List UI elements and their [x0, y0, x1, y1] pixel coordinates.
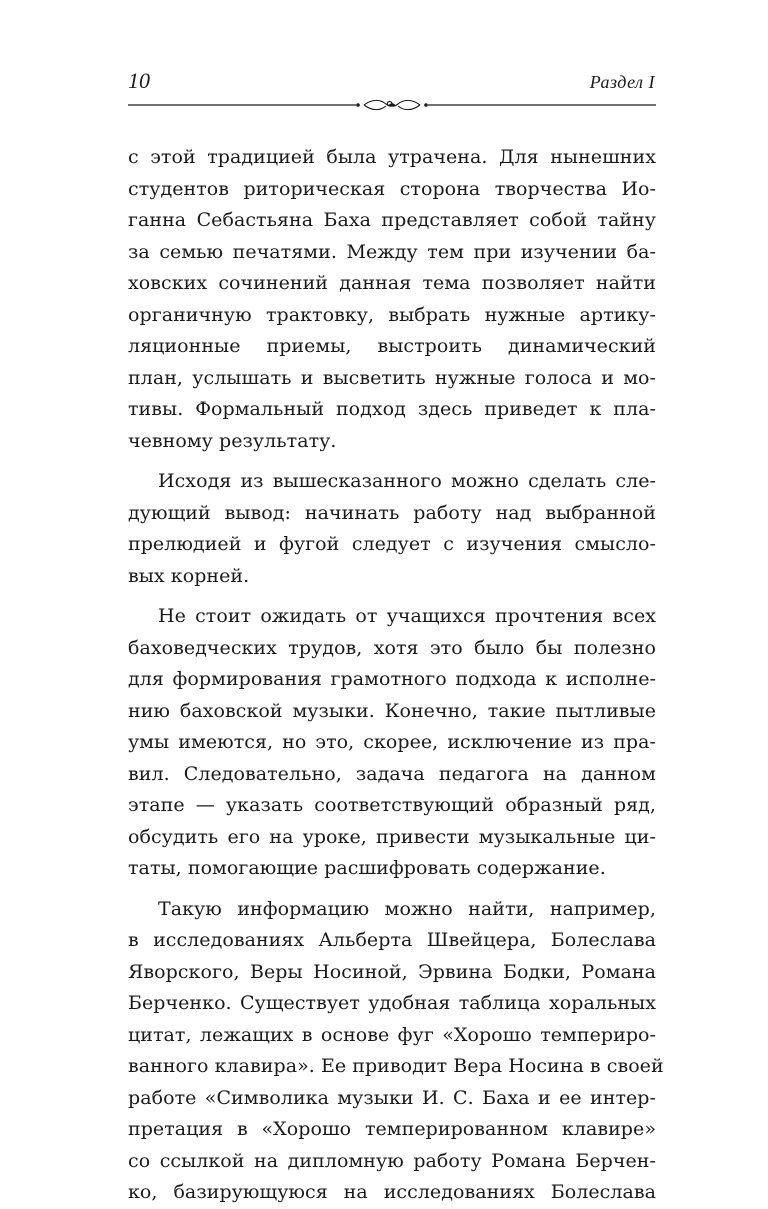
paragraph [128, 142, 656, 457]
text-line: этапе — указать соответствующий образный ряд, [128, 794, 656, 816]
text-line: Яворского, Веры Носиной, Эрвина Бодки, Романа [128, 960, 656, 983]
text-line: за семью печатями. Между тем при изучении ба- [128, 240, 656, 263]
running-head: Раздел I [589, 72, 655, 92]
text-line: прелюдией и фугой следует с изучения смысло- [128, 533, 656, 555]
text-line: вых корней. [128, 564, 250, 587]
page-number: 10 [128, 68, 150, 93]
text-line: ляционные приемы, выстроить динамический [128, 335, 656, 357]
text-line: баховедческих трудов, хотя это было бы полезно [128, 636, 656, 659]
text-line: чевному результату. [128, 429, 337, 452]
text-line: студентов риторическая сторона творчества Ио- [128, 177, 656, 200]
text-line: с этой традицией была утрачена. Для нынешних [128, 146, 656, 168]
text-line: Исходя из вышесказанного можно сделать сле- [158, 470, 656, 492]
text-line: для формирования грамотного подхода к исполне- [128, 668, 656, 690]
text-line: умы имеются, но это, скорее, исключение из пра- [128, 731, 656, 753]
text-line: работе «Символика музыки И. С. Баха и ее интер- [128, 1086, 656, 1109]
text-line: ганна Себастьяна Баха представляет собой тайну [128, 209, 656, 231]
text-line: дующий вывод: начинать работу над выбранной [128, 501, 656, 524]
text-line: план, услышать и высветить нужные голоса и мо- [128, 366, 656, 389]
text-line: ко, базирующуюся на исследованиях Болеслава [128, 1181, 656, 1203]
text-line: в исследованиях Альберта Швейцера, Болеслава [128, 929, 656, 951]
ornament-rule [128, 96, 656, 114]
text-line: претация в «Хорошо темперированном клавире» [128, 1118, 656, 1140]
text-line: ховских сочинений данная тема позволяет найти [128, 272, 656, 294]
text-line: Берченко. Существует удобная таблица хоральных [128, 992, 656, 1014]
text-line: Такую информацию можно найти, например, [158, 897, 656, 920]
text-line: цитат, лежащих в основе фуг «Хорошо темпериро- [128, 1023, 656, 1046]
text-line: Не стоит ожидать от учащихся прочтения всех [158, 605, 656, 627]
text-line: вил. Следовательно, задача педагога на данном [128, 762, 656, 785]
text-line: таты, помогающие расшифровать содержание. [128, 857, 606, 879]
text-line: органичную трактовку, выбрать нужные артику- [128, 303, 656, 326]
paragraph [128, 466, 656, 592]
paragraph [128, 894, 664, 1209]
text-line: ванного клавира». Ее приводит Вера Носина в своей [128, 1055, 664, 1077]
paragraph [128, 601, 656, 885]
text-line: обсудить его на уроке, привести музыкальные ци- [128, 825, 656, 848]
text-line: со ссылкой на дипломную работу Романа Берчен- [128, 1149, 656, 1172]
text-line: нию баховской музыки. Конечно, такие пытливые [128, 699, 656, 722]
text-line: тивы. Формальный подход здесь приведет к пла- [128, 398, 656, 420]
body-text [128, 142, 664, 1209]
